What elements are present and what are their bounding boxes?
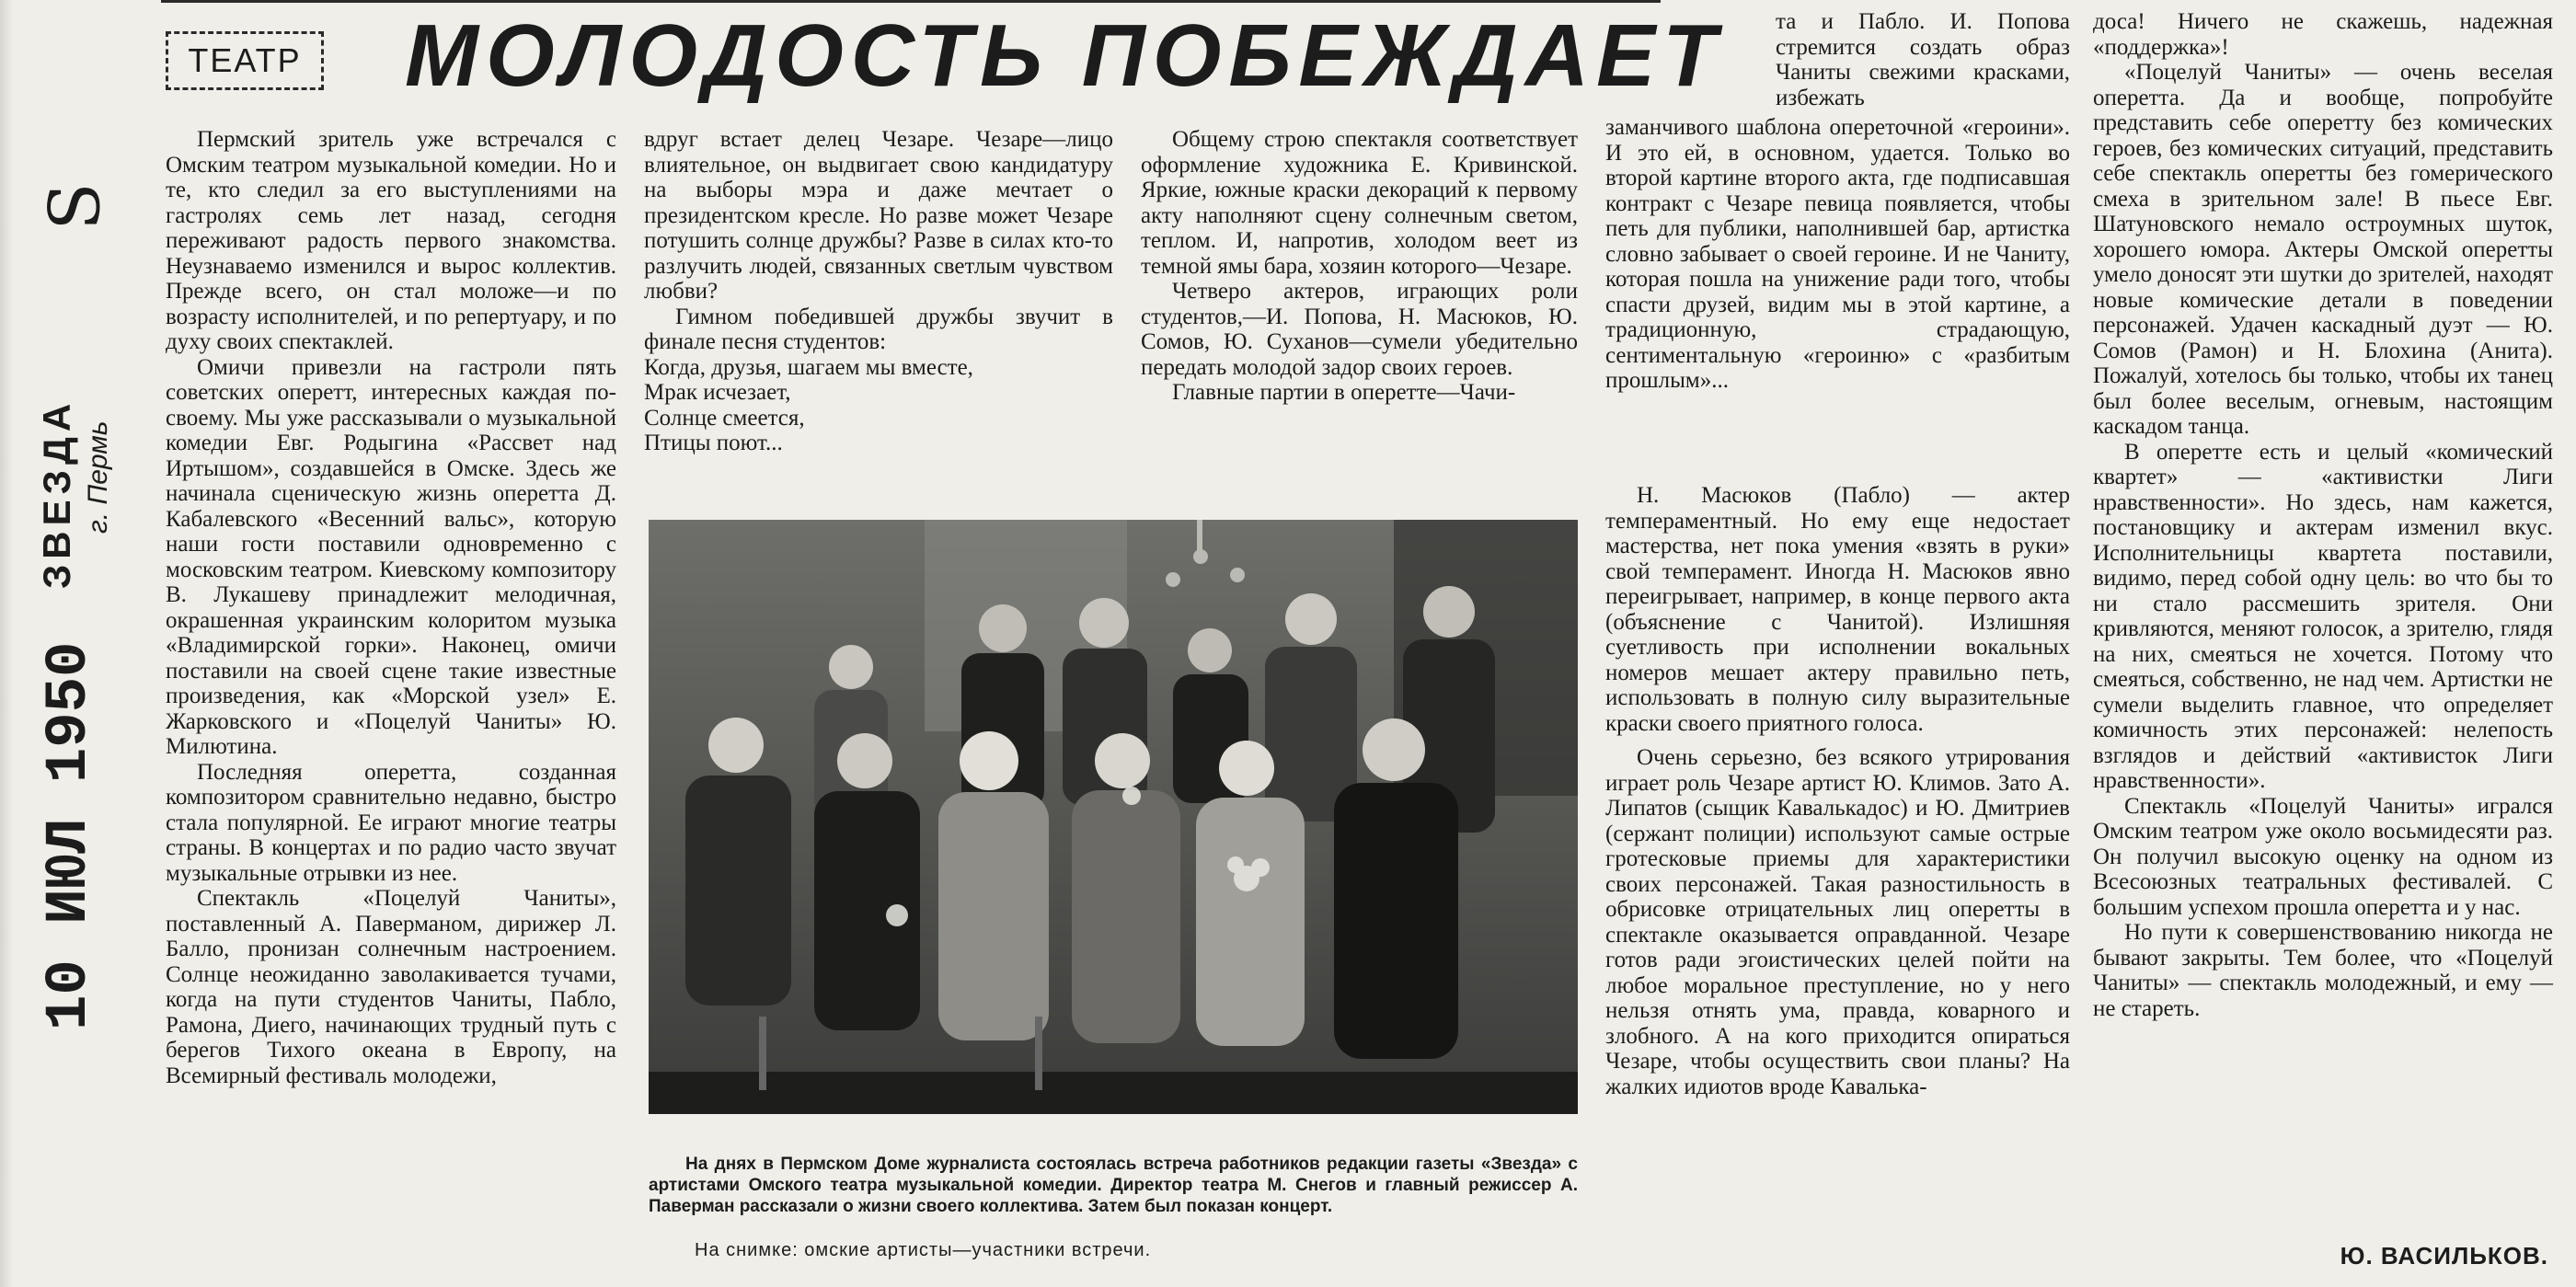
- verse-line: Солнце смеется,: [644, 405, 805, 431]
- paragraph: Гимном победившей дружбы звучит в финале песня студентов:: [644, 304, 1113, 354]
- verse-line: Когда, друзья, шагаем мы вместе,: [644, 354, 973, 380]
- section-label: ТЕАТР: [166, 31, 324, 90]
- photo-subcaption: На снимке: омские артисты—участники встречи.: [695, 1240, 1152, 1260]
- paragraph: Пермский зритель уже встречался с Омским театром музыкальной комедии. Но и те, кто следил за его выступлениями на гастролях семь лет назад, сегодня переживают радость первого знакомства. Неузнаваемо изменился и вырос коллектив. Прежде всего, он стал моложе—и по возрасту исполнителей, и по репертуару, и по духу своих спектаклей.: [166, 127, 616, 354]
- paragraph: Четверо актеров, играющих роли студентов,—И. Попова, Н. Масюков, Ю. Сомов, Ю. Суханов—сумели убедительно передать молодой задор своих героев.: [1141, 279, 1578, 380]
- paragraph: Но пути к совершенствованию никогда не бывают закрыты. Тем более, что «Поцелуй Чаниты» — спектакль молодежный, и ему — не стареть.: [2093, 920, 2553, 1021]
- stamp-mark: S: [33, 182, 116, 231]
- article-column-2: [644, 127, 1113, 456]
- group-photo: [649, 520, 1578, 1114]
- article-column-3: [1141, 127, 1578, 406]
- top-rule: [161, 0, 1661, 3]
- paragraph: Последняя оперетта, созданная композитором сравнительно недавно, быстро стала популярной. Ее играют многие театры страны. В концертах и по радио часто звучат музыкальные отрывки из нее.: [166, 759, 616, 886]
- article-column-1: [166, 127, 616, 1088]
- paragraph: Омичи привезли на гастроли пять советских оперетт, интересных каждая по-своему. Мы уже рассказывали о музыкальной комедии Евг. Родыгина «Рассвет над Иртышом», создавшейся в Омске. Здесь же начинала сценическую жизнь оперетта Д. Кабалевского «Весенний вальс», которую наши гости поставили одновременно с московским театром. Киевскому композитору В. Лукашеву принадлежит мелодичная, окрашенная украинским колоритом музыка «Владимирской горки». Наконец, омичи поставили на своей сцене такие известные произведения, как «Морской узел» Е. Жарковского и «Поцелуй Чаниты» Ю. Милютина.: [166, 354, 616, 759]
- verse-line: Птицы поют...: [644, 431, 783, 455]
- article-column-4-middle: [1605, 115, 2070, 394]
- headline: МОЛОДОСТЬ ПОБЕЖДАЕТ: [405, 6, 1724, 105]
- author-signature: Ю. ВАСИЛЬКОВ.: [2340, 1242, 2548, 1270]
- archive-stamp: [0, 138, 138, 1058]
- article-column-4-top: [1776, 9, 2070, 110]
- paragraph: «Поцелуй Чаниты» — очень веселая оперетта. Да и вообще, попробуйте представить себе оперетту без комических героев, без комических ситуаций, представить себе спектакль оперетты без гомерического смеха в зрительном зале! В пьесе Евг. Шатуновского немало остроумных шуток, хорошего юмора. Актеры Омской оперетты умело доносят эти шутки до зрителей, находят новые комические детали в поведении персонажей. Удачен каскадный дуэт — Ю. Сомов (Рамон) и Н. Блохина (Анита). Пожалуй, хотелось бы только, чтобы их танец был более веселым, огневым, настоящим каскадом танца.: [2093, 60, 2553, 439]
- paragraph: Общему строю спектакля соответствует оформление художника Е. Кривинской. Яркие, южные краски декораций к первому акту наполняют сцену солнечным светом, теплом. И, напротив, холодом веет из темной ямы бара, хозяин которого—Чезаре.: [1141, 127, 1578, 279]
- verse-line: Мрак исчезает,: [644, 380, 791, 405]
- paragraph: В оперетте есть и целый «комический квартет» — «активистки Лиги нравственности». Но здесь, нам кажется, постановщику и актерам изменил вкус. Исполнительницы квартета поставили, видимо, перед собой одну цель: во что бы то ни стало рассмешить зрителя. Они кривляются, меняют голосок, а зрителю, глядя на них, смеяться не хочется. Потому что смеяться, собственно, не над чем. Артистки не сумели выделить главное, что определяет комичность этих персонажей: нелепость взглядов и действий «активисток Лиги нравственности».: [2093, 439, 2553, 793]
- stamp-paper-name: ЗВЕЗДА: [35, 397, 78, 589]
- article-column-5: [2093, 9, 2553, 1021]
- paragraph: заманчивого шаблона опереточной «героини». И это ей, в основном, удается. Только во второй картине второго акта, где подписавшая контракт с Чезаре певица появляется, чтобы петь для публики, наполнившей бар, артистка словно забывает о своей героине. И не Чаниту, которая пошла на унижение ради того, чтобы спасти друзей, видим мы в этой картине, а традиционную, страдающую, сентиментальную «героиню» с «разбитым прошлым»...: [1605, 115, 2070, 393]
- article-column-4-bottom: [1605, 483, 2070, 1099]
- paragraph: Очень серьезно, без всякого утрирования играет роль Чезаре артист Ю. Климов. Зато А. Липатов (сыщик Кавалькадос) и Ю. Дмитриев (сержант полиции) используют самые острые гротесковые приемы для характеристики своих персонажей. Такая разностильность в обрисовке отрицательных лиц оперетты в спектакле оказывается оправданной. Чезаре готов ради эгоистических целей пойти на любое моральное преступление, но у него нельзя отнять ума, правда, коварного и злобного. А на кого приходится опираться Чезаре, чтобы осуществить свои планы? На жалких идиотов вроде Кавалька-: [1605, 745, 2070, 1099]
- paragraph: Главные партии в оперетте—Чачи-: [1172, 380, 1516, 405]
- paragraph: та и Пабло. И. Попова стремится создать образ Чаниты свежими красками, избежать: [1776, 9, 2070, 110]
- stamp-date: 10 ИЮЛ 1950: [37, 641, 103, 1030]
- paragraph: Н. Масюков (Пабло) — актер темпераментный. Но ему еще недостает мастерства, нет пока умения «взять в руки» свой темперамент. Иногда Н. Масюков явно переигрывает, например, в конце первого акта (объяснение с Чанитой). Излишняя суетливость при исполнении вокальных номеров мешает актеру правильно петь, использовать в полную силу выразительные краски своего приятного голоса.: [1605, 483, 2070, 736]
- paragraph: вдруг встает делец Чезаре. Чезаре—лицо влиятельное, он выдвигает свою кандидатуру на выборы мэра и даже мечтает о президентском кресле. Но разве может Чезаре потушить солнце дружбы? Разве в силах кто-то разлучить людей, связанных светлым чувством любви?: [644, 127, 1113, 304]
- group-photo-image: [649, 520, 1578, 1114]
- paragraph: Спектакль «Поцелуй Чаниты» игрался Омским театром уже около восьмидесяти раз. Он получил высокую оценку на одном из Всесоюзных театральных фестивалей. С большим успехом прошла оперетта и у нас.: [2093, 793, 2553, 920]
- stamp-city: г. Пермь: [83, 420, 113, 534]
- photo-caption: На днях в Пермском Доме журналиста состоялась встреча работников редакции газеты «Звезда» с артистами Омского театра музыкальной комедии. Директор театра М. Снегов и главный режиссер А. Паверман рассказали о жизни своего коллектива. Затем был показан концерт.: [649, 1155, 1578, 1216]
- song-verse: [644, 355, 1113, 456]
- paragraph: доса! Ничего не скажешь, надежная «поддержка»!: [2093, 9, 2553, 60]
- paragraph: Спектакль «Поцелуй Чаниты», поставленный А. Паверманом, дирижер Л. Балло, пронизан солнечным настроением. Солнце неожиданно заволакивается тучами, когда на пути студентов Чаниты, Пабло, Рамона, Диего, начинающих трудный путь с берегов Тихого океана в Европу, на Всемирный фестиваль молодежи,: [166, 886, 616, 1088]
